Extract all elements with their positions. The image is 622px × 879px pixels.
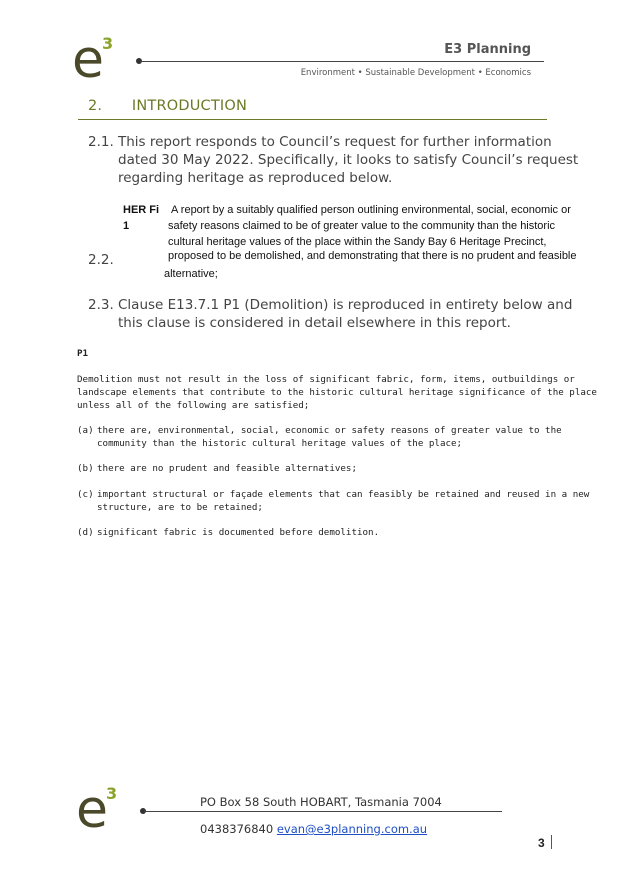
para-number: 2.1.	[88, 134, 114, 150]
clause-line: important structural or façade elements that can feasibly be retained and reused in a new	[97, 489, 590, 500]
section-number: 2.	[88, 98, 103, 114]
footer-address: PO Box 58 South HOBART, Tasmania 7004	[200, 795, 442, 809]
clause-item-text	[97, 462, 357, 475]
brand-name: E3 Planning	[444, 42, 531, 57]
request-label-line: 1	[123, 220, 130, 232]
request-line: proposed to be demolished, and demonstrating that there is no prudent and feasible	[168, 250, 577, 262]
clause-line: landscape elements that contribute to the historic cultural heritage significance of the place	[77, 387, 597, 398]
section-heading	[88, 98, 247, 114]
footer-phone: 0438376840	[200, 822, 274, 836]
request-label	[123, 202, 159, 234]
clause-item-text	[97, 526, 379, 539]
request-line: safety reasons claimed to be of greater value to the community than the historic	[168, 220, 556, 232]
clause-item-marker: (a)	[77, 425, 94, 436]
clause-line: significant fabric is documented before demolition.	[97, 527, 380, 538]
section-rule	[78, 119, 547, 120]
footer-contact	[200, 822, 427, 836]
page-number: 3	[538, 836, 545, 850]
para-text-2-3	[118, 296, 572, 332]
clause-item-marker: (c)	[77, 489, 94, 500]
request-label-line: HER Fi	[123, 204, 160, 216]
para-line: regarding heritage as reproduced below.	[118, 170, 393, 186]
clause-line: unless all of the following are satisfied;	[77, 400, 310, 411]
clause-item-marker: (b)	[77, 463, 94, 474]
clause-title: P1	[77, 348, 89, 359]
footer-email-link[interactable]: evan@e3planning.com.au	[276, 822, 428, 836]
page-number-divider	[551, 835, 552, 849]
tagline: Environment • Sustainable Development • Economics	[300, 68, 531, 78]
section-title: INTRODUCTION	[131, 98, 248, 114]
logo-letter: e	[72, 30, 104, 90]
request-line: A report by a suitably qualified person outlining environmental, social, economic or	[171, 204, 571, 216]
para-number: 2.3.	[88, 297, 114, 313]
clause-intro	[77, 373, 597, 412]
para-number: 2.2.	[88, 252, 114, 268]
clause-line: structure, are to be retained;	[97, 502, 263, 513]
clause-line: Demolition must not result in the loss of significant fabric, form, items, outbuildings or	[77, 374, 575, 385]
para-line: dated 30 May 2022. Specifically, it looks to satisfy Council’s request	[118, 152, 579, 168]
clause-item-text	[97, 488, 589, 514]
footer-e3-logo	[76, 780, 124, 840]
logo-superscript: 3	[102, 34, 114, 53]
request-line: cultural heritage values of the place within the Sandy Bay 6 Heritage Precinct,	[168, 236, 547, 248]
clause-line: there are no prudent and feasible alternatives;	[97, 463, 357, 474]
clause-item-text	[97, 424, 562, 450]
para-line: this clause is considered in detail elsewhere in this report.	[118, 315, 511, 331]
logo-letter: e	[76, 780, 108, 840]
footer-rule	[144, 811, 502, 812]
para-line: Clause E13.7.1 P1 (Demolition) is reproduced in entirety below and	[118, 297, 573, 313]
clause-item-marker: (d)	[77, 527, 94, 538]
clause-line: community than the historic cultural heritage values of the place;	[97, 438, 463, 449]
logo-superscript: 3	[106, 784, 118, 803]
clause-line: there are, environmental, social, economic or safety reasons of greater value to the	[97, 425, 562, 436]
para-line: This report responds to Council’s request for further information	[118, 134, 552, 150]
request-line: alternative;	[164, 268, 218, 280]
para-text-2-1	[118, 133, 578, 187]
e3-logo	[72, 30, 120, 90]
header-rule	[140, 61, 544, 62]
